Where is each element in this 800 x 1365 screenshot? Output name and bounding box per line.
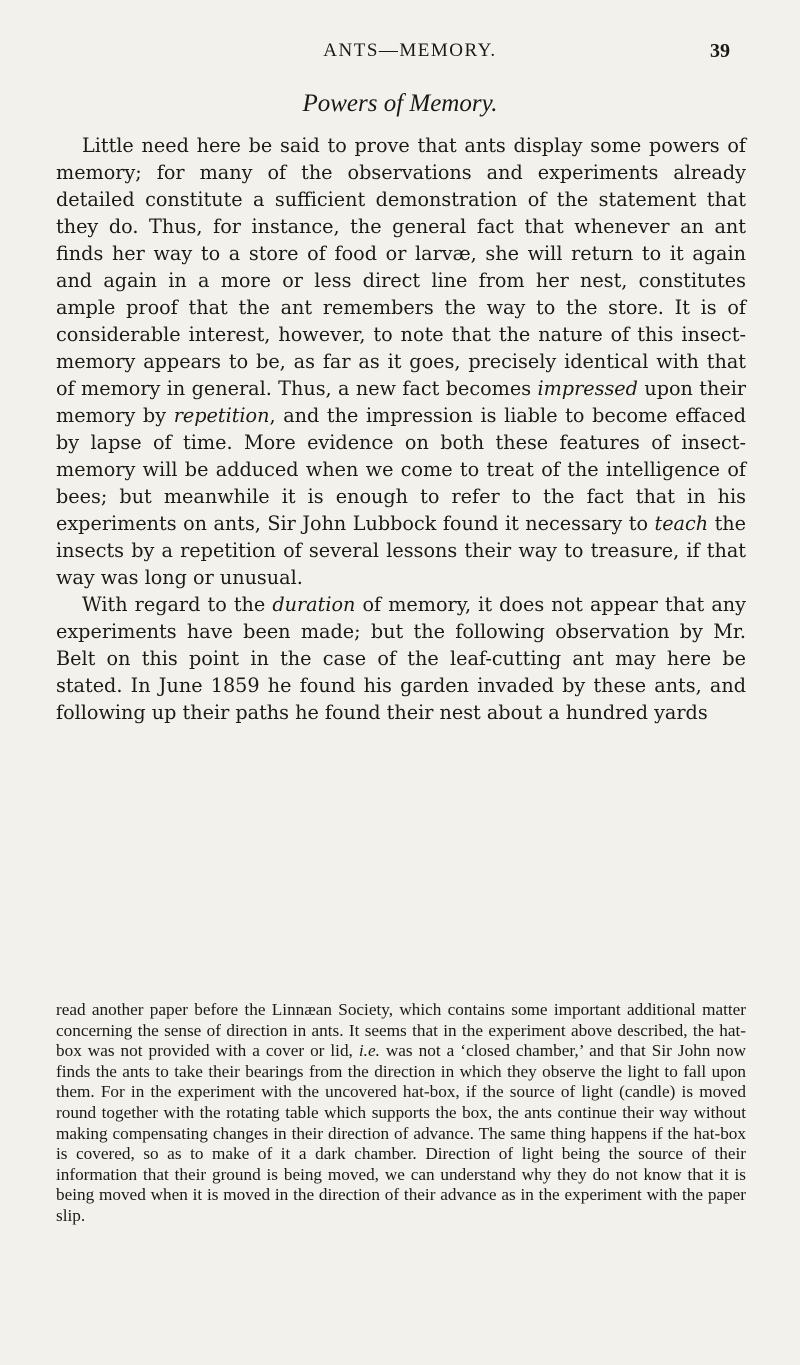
text-run: upon their memory by — [56, 377, 746, 427]
running-head — [90, 40, 730, 70]
footnote — [56, 1000, 746, 1227]
text-run: read another paper before the Linnæan Society, which contains some important additional matter concerning the sense of direction in ants. It seems that in the experiment above described, the hat-box was not provided with a cover or lid, — [56, 1000, 746, 1061]
text-run: the insects by a repetition of several lessons their way to treasure, if that way was long or unusual. — [56, 512, 746, 589]
text-run: , and the impression is liable to become effaced by lapse of time. More evidence on both these features of insect-memory will be adduced when we come to treat of the intelligence of bees; but meanwhile it is enough to refer to the fact that in his experiments on ants, Sir John Lubbock found it necessary to — [56, 404, 746, 535]
text-run: was not a ‘closed chamber,’ and that Sir John now finds the ants to take their bearings from the direction in which they observe the light to fall upon them. For in the experiment with the uncovered hat-box, if the source of light (candle) is moved round together with the rotating table which supports the box, the ants continue their way without making compensating changes in their direction of advance. The same thing happens if the hat-box is covered, so as to make of it a dark chamber. Direction of light being the source of their information that their ground is being moved, we can understand why they do not know that it is being moved when it is moved in the direction of their advance as in the experiment with the paper slip. — [56, 1041, 746, 1225]
text-run: Little need here be said to prove that ants display some powers of memory; for many of the observations and experiments already detailed constitute a sufficient demonstration of the statement that they do. Thus, for instance, the general fact that whenever an ant finds her way to a store of food or larvæ, she will return to it again and again in a more or less direct line from her nest, constitutes ample proof that the ant remembers the way to the store. It is of considerable interest, however, to note that the nature of this insect-memory appears to be, as far as it goes, precisely identical with that of memory in general. Thus, a new fact becomes — [56, 134, 746, 400]
running-title: ANTS—MEMORY. — [323, 40, 497, 61]
page-number: 39 — [710, 40, 730, 62]
emphasis: repetition — [173, 404, 270, 427]
emphasis: duration — [272, 593, 356, 616]
footnote-paragraph — [56, 1000, 746, 1227]
text-run: With regard to the — [82, 593, 273, 616]
text-run: of memory, it does not appear that any experiments have been made; but the following observation by Mr. Belt on this point in the case of the leaf-cutting ant may here be stated. In June 1859 he found his garden invaded by these ants, and following up their paths he found their nest about a hundred yards — [56, 593, 746, 724]
paragraph-1 — [56, 132, 746, 591]
emphasis: i.e. — [358, 1041, 380, 1061]
body-text — [56, 132, 746, 726]
emphasis: teach — [654, 512, 709, 535]
paragraph-2 — [56, 591, 746, 726]
section-title: Powers of Memory. — [302, 90, 498, 117]
emphasis: impressed — [537, 377, 638, 400]
